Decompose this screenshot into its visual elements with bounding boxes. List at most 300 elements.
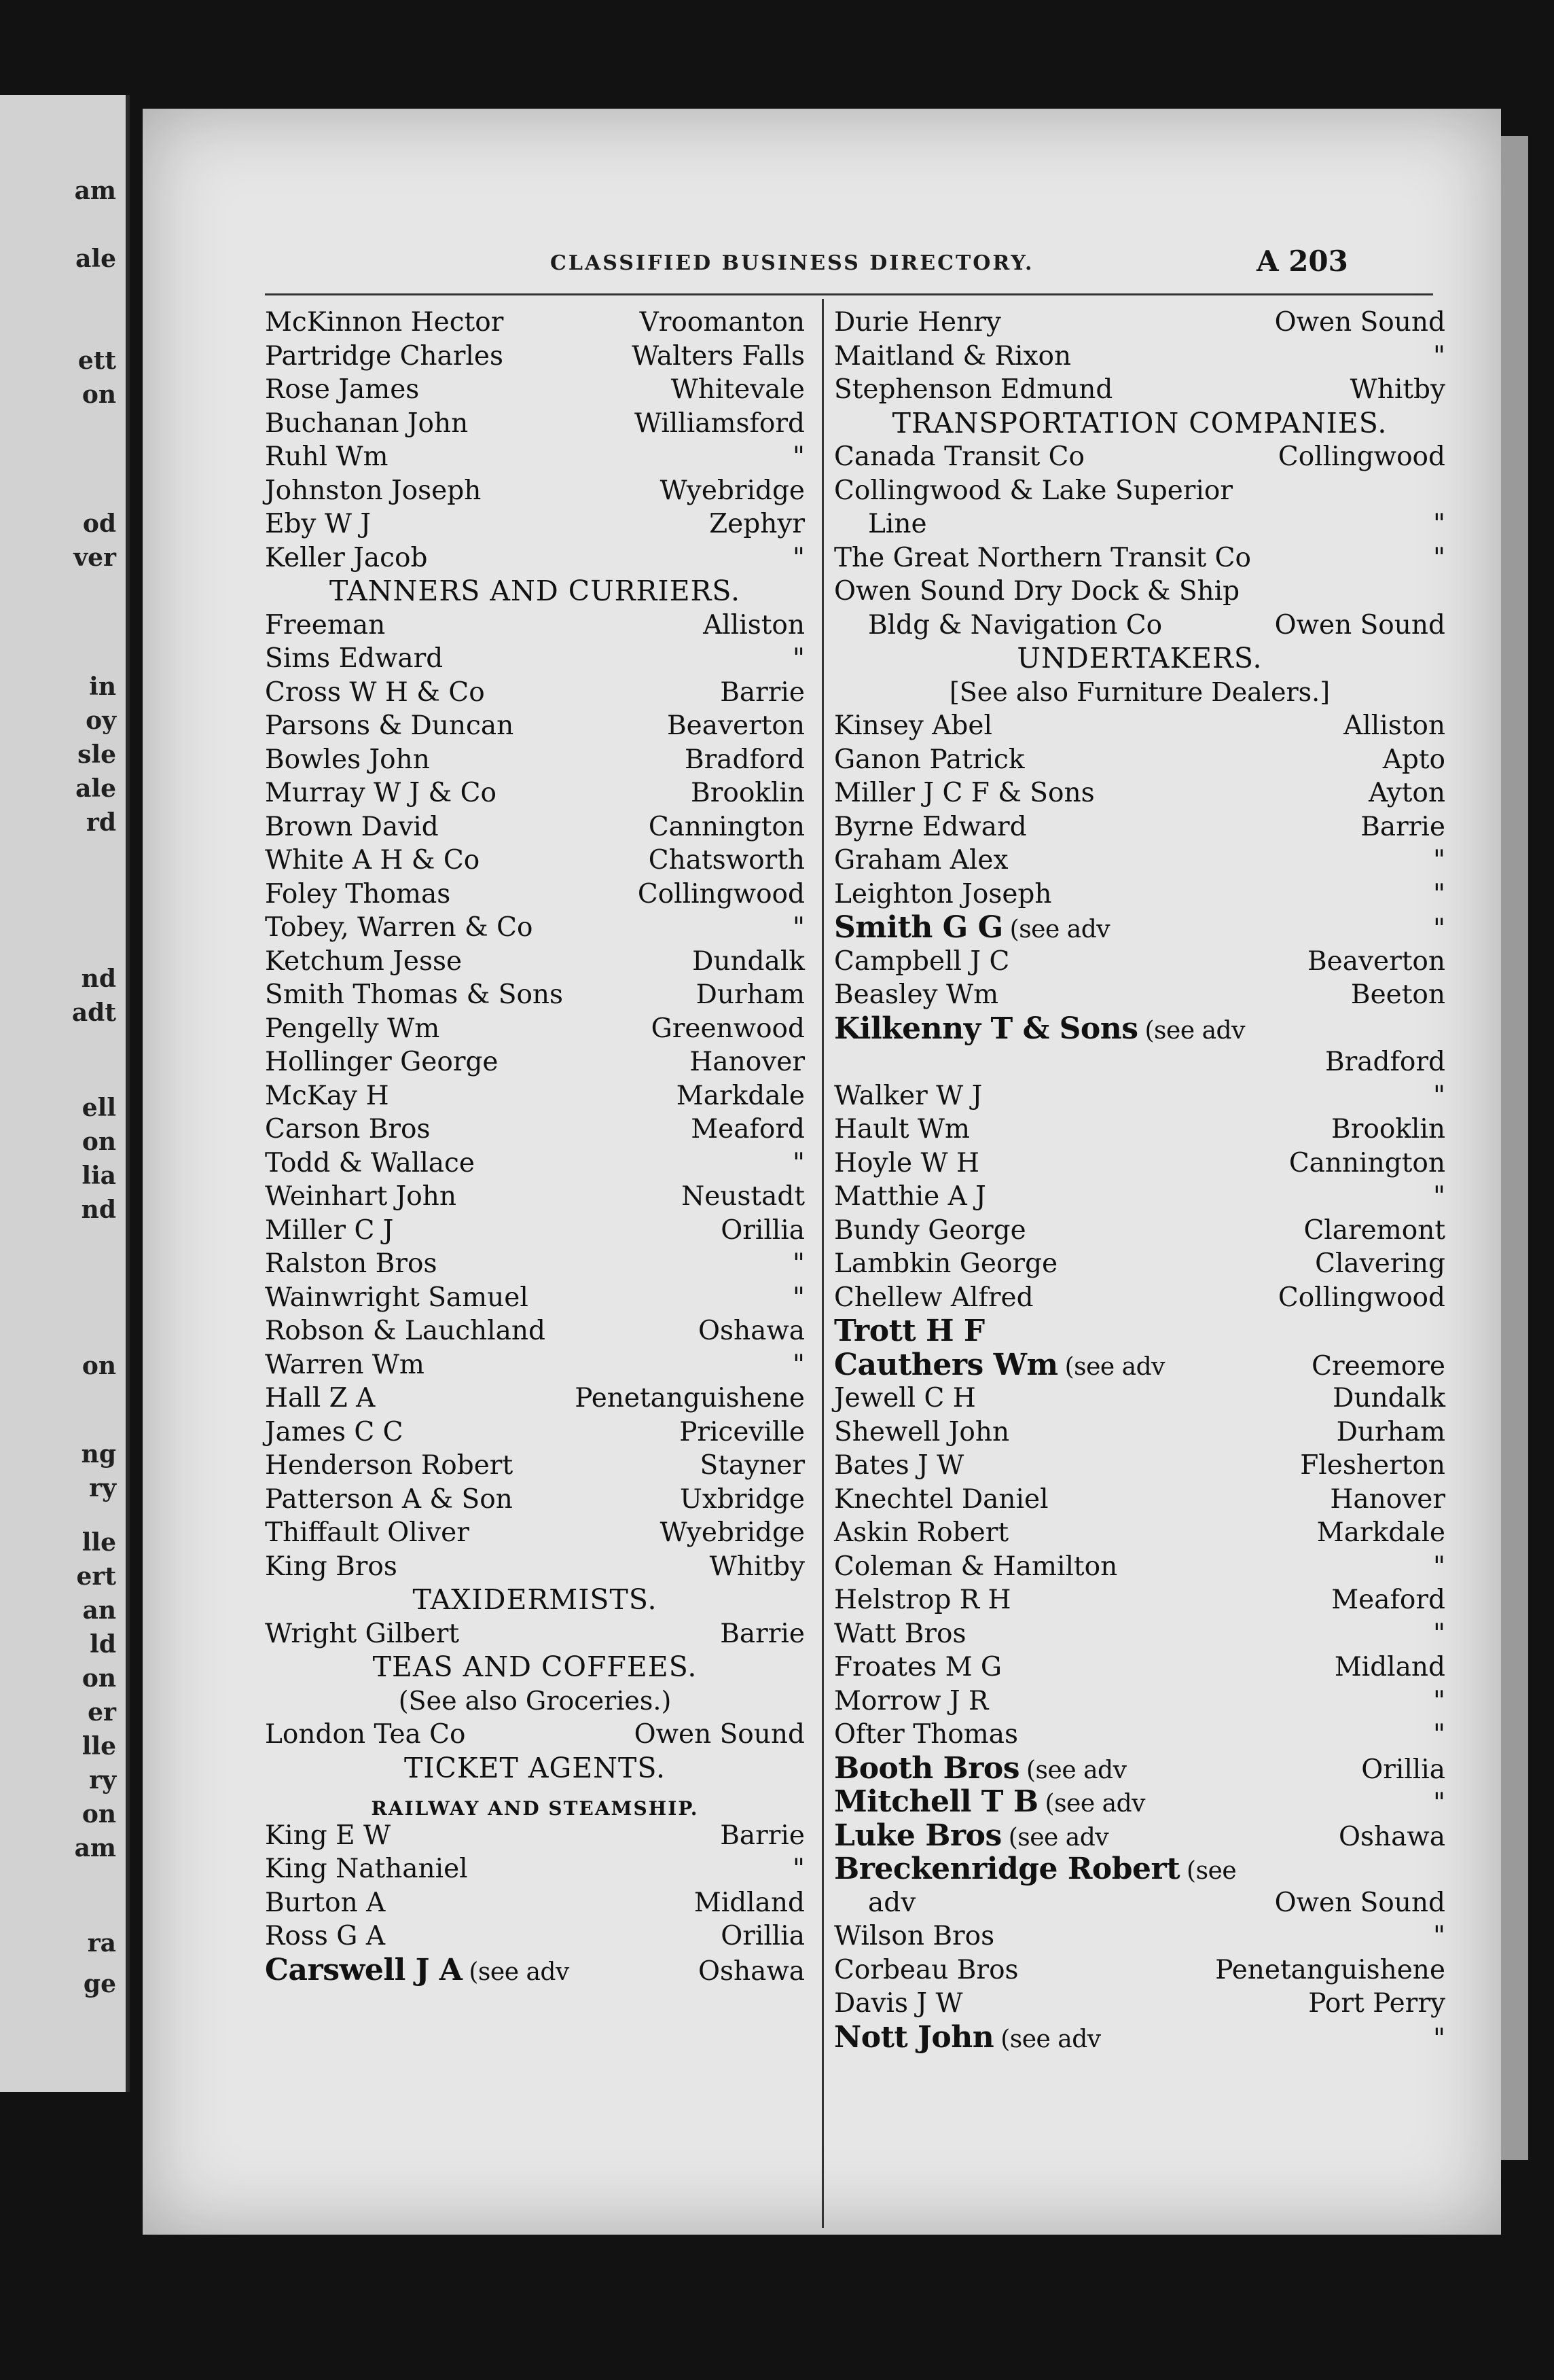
directory-entry — [265, 1617, 805, 1651]
entry-name-text: Jewell C H — [834, 1383, 976, 1413]
facing-page-text: ell — [82, 1094, 116, 1122]
entry-name-text: White A H & Co — [265, 845, 480, 876]
entry-location: Creemore — [1312, 1350, 1445, 1382]
directory-entry — [834, 1651, 1445, 1684]
entry-name-text: Todd & Wallace — [265, 1147, 475, 1178]
entry-name — [834, 1113, 970, 1147]
entry-name-text: Kilkenny T & Sons — [834, 1011, 1138, 1046]
column-divider — [822, 299, 824, 2228]
entry-name — [265, 1214, 393, 1248]
entry-name — [834, 1180, 986, 1214]
page-number: A 203 — [1257, 245, 1348, 278]
entry-name — [265, 1718, 466, 1752]
directory-entry — [265, 1012, 805, 1046]
facing-page-text: nd — [81, 964, 116, 993]
directory-entry — [834, 1012, 1445, 1046]
directory-entry — [834, 1718, 1445, 1752]
entry-name — [265, 1045, 499, 1079]
section-heading: TANNERS AND CURRIERS. — [329, 575, 741, 607]
entry-location: Apto — [1382, 744, 1445, 775]
directory-entry — [834, 709, 1445, 743]
directory-entry — [265, 1180, 805, 1214]
see-advertisement-note: (see adv — [1064, 1352, 1165, 1381]
entry-name — [834, 1785, 1145, 1821]
entry-name-text: adv — [868, 1887, 916, 1918]
entry-name — [834, 978, 998, 1012]
entry-name — [834, 1382, 976, 1416]
entry-location: Collingwood — [637, 878, 805, 909]
entry-name-text: Bldg & Navigation Co — [868, 609, 1163, 641]
entry-name-text: Henderson Robert — [265, 1450, 513, 1481]
directory-entry — [834, 1045, 1445, 1079]
directory-entry — [834, 1852, 1445, 1886]
entry-name-text: Ruhl Wm — [265, 441, 388, 472]
directory-entry — [834, 1819, 1445, 1853]
facing-page-text: rd — [86, 808, 116, 837]
entry-name — [265, 1819, 391, 1853]
entry-location: Chatsworth — [648, 845, 805, 876]
entry-name — [265, 1852, 468, 1886]
entry-name — [265, 844, 480, 878]
entry-location: Claremont — [1303, 1214, 1445, 1246]
entry-location: Neustadt — [681, 1181, 805, 1212]
entry-location: Hanover — [689, 1047, 805, 1077]
entry-location: " — [793, 643, 805, 674]
entry-name — [834, 1617, 966, 1651]
facing-page-text: on — [82, 1664, 116, 1693]
right-column — [834, 306, 1445, 2054]
entry-name-text: Cauthers Wm — [834, 1347, 1058, 1382]
facing-page-text: ert — [76, 1562, 116, 1591]
entry-name-text: London Tea Co — [265, 1719, 466, 1750]
entry-name — [834, 1852, 1236, 1888]
entry-name — [265, 541, 427, 575]
entry-name — [265, 1382, 375, 1416]
directory-entry — [834, 1617, 1445, 1651]
entry-name — [265, 373, 419, 407]
facing-page-text: lle — [82, 1528, 116, 1557]
entry-location: Midland — [693, 1887, 805, 1918]
entry-name — [834, 709, 992, 743]
directory-entry — [834, 1516, 1445, 1550]
entry-location: Beeton — [1350, 979, 1445, 1010]
entry-location: Greenwood — [651, 1013, 805, 1044]
entry-name — [265, 743, 430, 777]
directory-entry — [834, 1684, 1445, 1718]
entry-name-text: Miller J C F & Sons — [834, 778, 1095, 808]
entry-name-text: Wright Gilbert — [265, 1618, 460, 1649]
entry-name-text: King Nathaniel — [265, 1854, 468, 1884]
entry-name — [265, 407, 468, 441]
entry-name-text: McKay H — [265, 1080, 389, 1111]
directory-entry — [834, 1886, 1445, 1920]
entry-location: Owen Sound — [1274, 609, 1445, 641]
entry-location: " — [793, 912, 805, 943]
entry-name-text: Owen Sound Dry Dock & Ship — [834, 576, 1240, 607]
directory-entry — [265, 1550, 805, 1584]
entry-name-text: Wainwright Samuel — [265, 1282, 528, 1313]
entry-name-text: McKinnon Hector — [265, 307, 504, 338]
entry-name-text: Keller Jacob — [265, 542, 428, 573]
entry-name-text: Smith G G — [834, 910, 1003, 945]
entry-name-text: Breckenridge Robert — [834, 1852, 1180, 1886]
directory-entry — [834, 911, 1445, 945]
entry-name-text: Coleman & Hamilton — [834, 1551, 1118, 1582]
directory-entry — [834, 575, 1445, 609]
entry-location: " — [793, 1282, 805, 1313]
directory-entry — [834, 1785, 1445, 1819]
directory-entry — [834, 1483, 1445, 1517]
section-heading: TRANSPORTATION COMPANIES. — [892, 406, 1388, 439]
entry-location: Barrie — [720, 1820, 805, 1851]
entry-name-text: Graham Alex — [834, 845, 1009, 876]
facing-page-text: on — [82, 1352, 116, 1380]
entry-name — [265, 676, 485, 710]
entry-location: " — [793, 1147, 805, 1178]
entry-name — [834, 1281, 1034, 1315]
entry-name-text: Kinsey Abel — [834, 710, 992, 741]
entry-name-text: Cross W H & Co — [265, 677, 485, 708]
entry-name-text: Warren Wm — [265, 1349, 424, 1380]
entry-location: Alliston — [1343, 710, 1445, 741]
facing-page-text: ale — [75, 774, 116, 803]
entry-name — [265, 911, 532, 945]
entry-name — [265, 340, 503, 374]
entry-location: Whitevale — [670, 374, 805, 405]
entry-location: Walters Falls — [632, 340, 805, 372]
entry-location: Durham — [1336, 1416, 1445, 1447]
directory-entry — [834, 945, 1445, 979]
entry-location: " — [793, 1248, 805, 1279]
entry-name-text: Davis J W — [834, 1988, 963, 2019]
header-rule — [265, 293, 1433, 295]
entry-name-text: Maitland & Rixon — [834, 340, 1072, 372]
entry-name — [834, 1012, 1245, 1048]
entry-location: Ayton — [1369, 778, 1445, 808]
section-heading: TEAS AND COFFEES. — [372, 1651, 698, 1683]
entry-location: Penetanguishene — [575, 1383, 805, 1413]
entry-name — [265, 1416, 403, 1449]
entry-location: " — [1433, 340, 1445, 372]
entry-location: Williamsford — [634, 408, 805, 439]
directory-entry — [834, 978, 1445, 1012]
entry-location: " — [1433, 1080, 1445, 1111]
entry-name-text: Nott John — [834, 2019, 994, 2055]
entry-name-text: Askin Robert — [834, 1517, 1009, 1548]
entry-name-text: Carswell J A — [265, 1952, 463, 1987]
directory-entry — [265, 844, 805, 878]
directory-entry — [265, 1886, 805, 1920]
entry-location: " — [1433, 845, 1445, 876]
entry-name-text: Campbell J C — [834, 945, 1010, 977]
directory-entry — [265, 1516, 805, 1550]
directory-entry — [265, 642, 805, 676]
directory-entry — [834, 373, 1445, 407]
entry-name-text: Knechtel Daniel — [834, 1483, 1049, 1515]
directory-entry — [834, 810, 1445, 844]
directory-entry — [265, 978, 805, 1012]
entry-location: " — [793, 1854, 805, 1884]
directory-entry — [265, 1214, 805, 1248]
entry-location: Brooklin — [1331, 1114, 1445, 1144]
entry-location: Oshawa — [698, 1955, 805, 1987]
see-advertisement-note: (see adv — [469, 1958, 569, 1986]
directory-entry — [834, 1987, 1445, 2021]
entry-location: Brooklin — [691, 778, 805, 808]
entry-name — [265, 878, 450, 912]
entry-location: " — [793, 542, 805, 573]
entry-name-text: King Bros — [265, 1551, 397, 1582]
facing-page-text: on — [82, 1800, 116, 1828]
entry-name — [834, 1583, 1011, 1617]
entry-name-text: Hault Wm — [834, 1114, 970, 1144]
entry-name-text: Matthie A J — [834, 1181, 986, 1212]
entry-location: Owen Sound — [1274, 1887, 1445, 1918]
entry-location: " — [1433, 1788, 1445, 1818]
directory-entry — [265, 1281, 805, 1315]
entry-name-text: Smith Thomas & Sons — [265, 979, 564, 1010]
facing-page-text: am — [74, 177, 116, 205]
directory-entry — [265, 911, 805, 945]
entry-location: Uxbridge — [680, 1483, 805, 1515]
entry-location: Meaford — [1331, 1585, 1445, 1615]
page-header — [143, 245, 1501, 292]
entry-name-text: Eby W J — [265, 509, 371, 539]
entry-name-text: King E W — [265, 1820, 391, 1851]
entry-location: Collingwood — [1278, 441, 1445, 472]
facing-page-text: ld — [90, 1630, 116, 1659]
entry-name-text: Ofter Thomas — [834, 1719, 1019, 1750]
entry-name — [834, 1214, 1026, 1248]
entry-name-text: Foley Thomas — [265, 878, 451, 909]
entry-name — [834, 541, 1251, 575]
entry-location: Oshawa — [1339, 1821, 1445, 1852]
entry-name — [834, 1516, 1009, 1550]
entry-name — [834, 945, 1009, 979]
entry-location: Meaford — [691, 1114, 805, 1144]
directory-entry — [265, 776, 805, 810]
entry-name — [834, 1919, 994, 1953]
entry-name-text: Johnston Joseph — [265, 475, 482, 506]
entry-name-text: Ganon Patrick — [834, 744, 1025, 775]
entry-name — [834, 1886, 916, 1920]
directory-entry — [265, 373, 805, 407]
entry-name — [834, 810, 1027, 844]
directory-entry — [265, 1382, 805, 1416]
entry-name — [834, 1483, 1049, 1517]
section-note: [See also Furniture Dealers.] — [949, 677, 1331, 707]
see-advertisement-note: (see adv — [1009, 916, 1110, 943]
entry-name — [834, 306, 1001, 340]
entry-name — [834, 1651, 1002, 1684]
running-title: CLASSIFIED BUSINESS DIRECTORY. — [550, 251, 1034, 275]
entry-name-text: Carson Bros — [265, 1114, 431, 1144]
entry-name-text: Luke Bros — [834, 1818, 1002, 1853]
entry-name-text: Corbeau Bros — [834, 1954, 1019, 1985]
see-advertisement-note: (see adv — [1000, 2025, 1101, 2053]
facing-page-text: ry — [89, 1766, 116, 1795]
entry-name-text: Patterson A & Son — [265, 1483, 513, 1515]
entry-location: " — [1433, 914, 1445, 944]
directory-entry — [265, 1348, 805, 1382]
directory-entry — [265, 1919, 805, 1953]
directory-entry — [265, 1953, 805, 1987]
entry-name — [265, 1483, 513, 1517]
directory-entry — [834, 1752, 1445, 1786]
entry-location: Wyebridge — [659, 1517, 805, 1548]
entry-location: Durham — [695, 979, 805, 1010]
directory-entry — [265, 1079, 805, 1113]
entry-name — [265, 1012, 439, 1046]
entry-location: " — [793, 1349, 805, 1380]
entry-name — [265, 1281, 528, 1315]
facing-page-text: ge — [83, 1970, 116, 1998]
entry-location: Hanover — [1330, 1483, 1445, 1515]
entry-name — [265, 507, 371, 541]
entry-name — [834, 1987, 963, 2021]
entry-name-text: Helstrop R H — [834, 1585, 1011, 1615]
directory-entry — [265, 743, 805, 777]
directory-entry — [265, 609, 805, 643]
directory-entry — [265, 407, 805, 441]
facing-page-text: sle — [77, 740, 116, 769]
entry-name — [265, 1886, 385, 1920]
entry-location: " — [1433, 1685, 1445, 1716]
entry-name — [834, 373, 1113, 407]
entry-name-text: Burton A — [265, 1887, 386, 1918]
facing-page-text: ry — [89, 1474, 116, 1502]
entry-name-text: Thiffault Oliver — [265, 1517, 469, 1548]
directory-entry — [834, 440, 1445, 474]
directory-entry — [834, 507, 1445, 541]
directory-entry — [834, 743, 1445, 777]
entry-name-text: Sims Edward — [265, 643, 444, 674]
entry-name — [265, 1348, 424, 1382]
entry-location: Barrie — [720, 1618, 805, 1649]
left-column — [265, 306, 805, 1987]
entry-location: Orillia — [1361, 1754, 1445, 1785]
entry-location: Owen Sound — [1274, 307, 1445, 338]
directory-entry — [265, 1314, 805, 1348]
entry-name-text: Walker W J — [834, 1080, 983, 1111]
entry-name — [265, 1953, 569, 1989]
entry-name-text: James C C — [265, 1416, 403, 1447]
facing-page-text: oy — [86, 706, 116, 735]
entry-name-text: Tobey, Warren & Co — [265, 912, 533, 943]
entry-name — [265, 1919, 385, 1953]
directory-entry — [834, 1180, 1445, 1214]
entry-name-text: Bowles John — [265, 744, 430, 775]
directory-entry — [834, 1281, 1445, 1315]
directory-entry — [834, 340, 1445, 374]
directory-entry — [834, 541, 1445, 575]
directory-entry — [265, 1483, 805, 1517]
facing-page-text: ale — [75, 245, 116, 273]
facing-page-text: am — [74, 1834, 116, 1862]
entry-name-text: The Great Northern Transit Co — [834, 542, 1251, 573]
entry-name — [834, 1314, 985, 1348]
entry-name — [834, 1953, 1019, 1987]
entry-name — [834, 1819, 1108, 1855]
directory-entry — [834, 2021, 1445, 2055]
facing-page-text: ver — [73, 543, 116, 572]
entry-name — [834, 340, 1071, 374]
directory-entry — [834, 1919, 1445, 1953]
directory-entry — [265, 1718, 805, 1752]
section-heading: TICKET AGENTS. — [403, 1751, 666, 1784]
entry-name-text: Bates J W — [834, 1450, 964, 1481]
directory-entry — [834, 1550, 1445, 1584]
entry-name-text: Beasley Wm — [834, 979, 999, 1010]
entry-name-text: Robson & Lauchland — [265, 1316, 545, 1346]
facing-page-text: ett — [77, 346, 116, 375]
entry-location: " — [1433, 1618, 1445, 1649]
entry-location: Beaverton — [1307, 945, 1445, 977]
directory-entry — [265, 507, 805, 541]
directory-entry — [834, 1314, 1445, 1348]
entry-name — [834, 878, 1052, 912]
see-advertisement-note: (see adv — [1045, 1790, 1145, 1818]
see-advertisement-note: (see adv — [1144, 1016, 1245, 1045]
entry-location: " — [793, 441, 805, 472]
entry-name — [265, 1247, 437, 1281]
entry-location: " — [1433, 2023, 1445, 2054]
entry-name — [834, 1416, 1009, 1449]
entry-location: Stayner — [700, 1450, 805, 1481]
entry-location: Whitby — [1350, 374, 1445, 405]
section-note: (See also Groceries.) — [398, 1685, 672, 1716]
entry-name — [834, 1550, 1117, 1584]
entry-name-text: Canada Transit Co — [834, 441, 1085, 472]
entry-name — [834, 507, 927, 541]
entry-name — [265, 1617, 459, 1651]
entry-location: Cannington — [1288, 1147, 1445, 1178]
entry-location: Collingwood — [1278, 1282, 1445, 1313]
entry-name — [834, 609, 1162, 643]
directory-entry — [834, 1348, 1445, 1382]
entry-name — [834, 911, 1110, 947]
entry-location: Oshawa — [698, 1316, 805, 1346]
entry-name — [265, 810, 439, 844]
entry-location: Markdale — [676, 1080, 805, 1111]
entry-name-text: Hall Z A — [265, 1383, 376, 1413]
entry-name-text: Parsons & Duncan — [265, 710, 514, 741]
entry-name — [834, 474, 1233, 508]
entry-name — [265, 440, 388, 474]
directory-entry — [265, 474, 805, 508]
entry-name — [834, 1684, 988, 1718]
entry-name-text: Weinhart John — [265, 1181, 457, 1212]
entry-name — [265, 1180, 456, 1214]
entry-location: Priceville — [679, 1416, 805, 1447]
entry-name — [834, 1079, 982, 1113]
entry-name-text: Ross G A — [265, 1921, 385, 1951]
entry-name — [834, 743, 1025, 777]
entry-location: " — [1433, 509, 1445, 539]
directory-entry — [834, 1583, 1445, 1617]
directory-entry — [834, 878, 1445, 912]
directory-entry — [265, 340, 805, 374]
entry-name-text: Watt Bros — [834, 1618, 966, 1649]
entry-name-text: Pengelly Wm — [265, 1013, 440, 1044]
directory-entry — [834, 1953, 1445, 1987]
entry-name-text: Leighton Joseph — [834, 878, 1052, 909]
entry-name — [834, 1147, 979, 1180]
entry-name — [834, 776, 1095, 810]
directory-entry — [265, 878, 805, 912]
entry-location: Owen Sound — [634, 1719, 805, 1750]
directory-page — [143, 109, 1501, 2235]
